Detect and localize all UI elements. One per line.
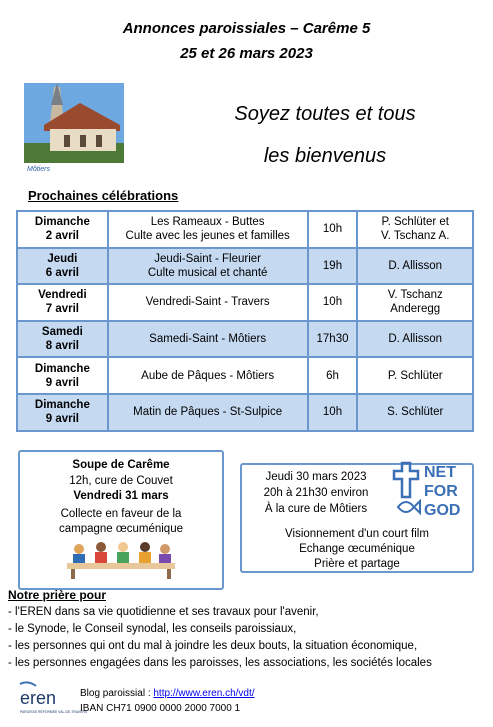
prayer-item: - l'EREN dans sa vie quotidienne et ses travaux pour l'avenir, <box>8 606 319 618</box>
cell-day-text: Dimanche <box>34 399 90 412</box>
cell-day <box>17 211 108 248</box>
logo-word-god: GOD <box>424 502 461 519</box>
cell-day-text: Dimanche <box>34 216 90 229</box>
cell-event-text: Jeudi-Saint - Fleurier <box>154 252 262 265</box>
cell-who <box>357 211 473 248</box>
cell-time-text: 6h <box>326 369 339 382</box>
title-line-1: Annonces paroissiales – Carême 5 <box>122 20 371 37</box>
nfg-line-1: Jeudi 30 mars 2023 <box>265 471 367 483</box>
cell-event <box>108 248 308 285</box>
cell-day-text: 8 avril <box>45 340 79 353</box>
prayer-list <box>8 604 488 672</box>
blog-line <box>80 688 255 699</box>
soupe-line-3: Collecte en faveur de la <box>60 508 182 520</box>
cell-event <box>108 394 308 431</box>
cell-time <box>308 321 358 358</box>
cell-event-text: Culte musical et chanté <box>147 266 268 279</box>
blog-label: Blog paroissial : <box>80 688 154 699</box>
cell-day-text: 9 avril <box>45 376 79 389</box>
cell-time <box>308 394 358 431</box>
cell-who-text: D. Allisson <box>388 259 443 272</box>
nfg-line-6: Prière et partage <box>314 558 400 570</box>
cell-time <box>308 284 358 321</box>
photo-caption: Môtiers <box>27 166 50 173</box>
cell-time-text: 10h <box>322 223 343 236</box>
cell-who-text: V. Tschanz A. <box>381 230 450 243</box>
cell-who <box>357 284 473 321</box>
celebration-row <box>17 321 473 358</box>
cell-event <box>108 321 308 358</box>
cell-event-text: Les Rameaux - Buttes <box>150 216 265 229</box>
prayer-item: - les personnes qui ont du mal à joindre les deux bouts, la situation économique, <box>8 640 418 652</box>
cell-event-text: Vendredi-Saint - Travers <box>145 296 270 309</box>
eren-logo <box>18 682 88 722</box>
cell-day <box>17 394 108 431</box>
cell-event-text: Matin de Pâques - St-Sulpice <box>133 406 283 419</box>
cell-who-text: V. Tschanz <box>387 289 443 302</box>
cell-day-text: Vendredi <box>38 289 87 302</box>
cell-who-text: P. Schlüter <box>387 369 443 382</box>
eren-logo-subtitle: PAROISSE RÉFORMÉE VAL-DE-TRAVERS <box>20 710 88 714</box>
cell-time <box>308 211 358 248</box>
cell-day-text: Dimanche <box>34 362 90 375</box>
cell-time-text: 19h <box>322 259 343 272</box>
nfg-line-5: Echange œcuménique <box>299 543 415 555</box>
dinner-table-illustration <box>61 539 181 579</box>
cell-who <box>357 357 473 394</box>
prayer-item: - les personnes engagées dans les paroisses, les associations, les sociétés locales <box>8 657 432 669</box>
cell-who <box>357 248 473 285</box>
celebrations-table <box>16 210 474 432</box>
nfg-line-2: 20h à 21h30 environ <box>263 487 369 499</box>
cell-day <box>17 321 108 358</box>
blog-link[interactable]: http://www.eren.ch/vdt/ <box>153 688 255 699</box>
soupe-line-2: Vendredi 31 mars <box>73 490 169 502</box>
cell-time <box>308 248 358 285</box>
logo-word-net: NET <box>424 464 456 481</box>
cell-event-text: Culte avec les jeunes et familles <box>125 230 290 243</box>
prayer-item: - le Synode, le Conseil synodal, les conseils paroissiaux, <box>8 623 297 635</box>
soupe-title: Soupe de Carême <box>72 459 170 471</box>
net-for-god-logo <box>390 457 474 523</box>
cell-day <box>17 284 108 321</box>
cell-time-text: 10h <box>322 406 343 419</box>
cell-day-text: 9 avril <box>45 413 79 426</box>
title-line-2: 25 et 26 mars 2023 <box>180 45 313 62</box>
church-photo <box>24 83 124 163</box>
cell-day-text: 7 avril <box>45 303 79 316</box>
cell-who <box>357 394 473 431</box>
soupe-line-4: campagne œcuménique <box>58 523 183 535</box>
soupe-line-1: 12h, cure de Couvet <box>69 475 173 487</box>
cell-day-text: 2 avril <box>45 230 79 243</box>
nfg-line-3: À la cure de Môtiers <box>264 503 368 515</box>
cell-who-text: S. Schlüter <box>387 406 444 419</box>
cell-day <box>17 248 108 285</box>
cell-event <box>108 357 308 394</box>
welcome-line-2: les bienvenus <box>263 145 387 167</box>
cell-who-text: Anderegg <box>390 303 441 316</box>
celebration-row <box>17 357 473 394</box>
soupe-box <box>18 450 224 590</box>
celebration-row <box>17 211 473 248</box>
cell-day <box>17 357 108 394</box>
cell-time-text: 10h <box>322 296 343 309</box>
celebration-row <box>17 284 473 321</box>
net-for-god-box <box>240 463 474 573</box>
cell-day-text: Jeudi <box>47 252 78 265</box>
eren-logo-text: eren <box>20 688 57 708</box>
celebration-row <box>17 248 473 285</box>
celebration-row <box>17 394 473 431</box>
celebrations-heading: Prochaines célébrations <box>28 188 179 203</box>
cell-event-text: Aube de Pâques - Môtiers <box>141 369 275 382</box>
iban: IBAN CH71 0900 0000 2000 7000 1 <box>80 703 241 714</box>
welcome-line-1: Soyez toutes et tous <box>234 103 416 125</box>
cell-who-text: D. Allisson <box>388 333 443 346</box>
cell-event <box>108 284 308 321</box>
cell-time <box>308 357 358 394</box>
cell-event-text: Samedi-Saint - Môtiers <box>149 333 267 346</box>
cell-day-text: 6 avril <box>45 266 79 279</box>
nfg-line-4: Visionnement d'un court film <box>285 528 429 540</box>
cell-who-text: P. Schlüter et <box>381 216 449 229</box>
cell-time-text: 17h30 <box>316 333 349 346</box>
cell-who <box>357 321 473 358</box>
logo-word-for: FOR <box>424 483 458 500</box>
cell-day-text: Samedi <box>41 326 83 339</box>
prayer-heading: Notre prière pour <box>8 588 107 602</box>
cell-event <box>108 211 308 248</box>
